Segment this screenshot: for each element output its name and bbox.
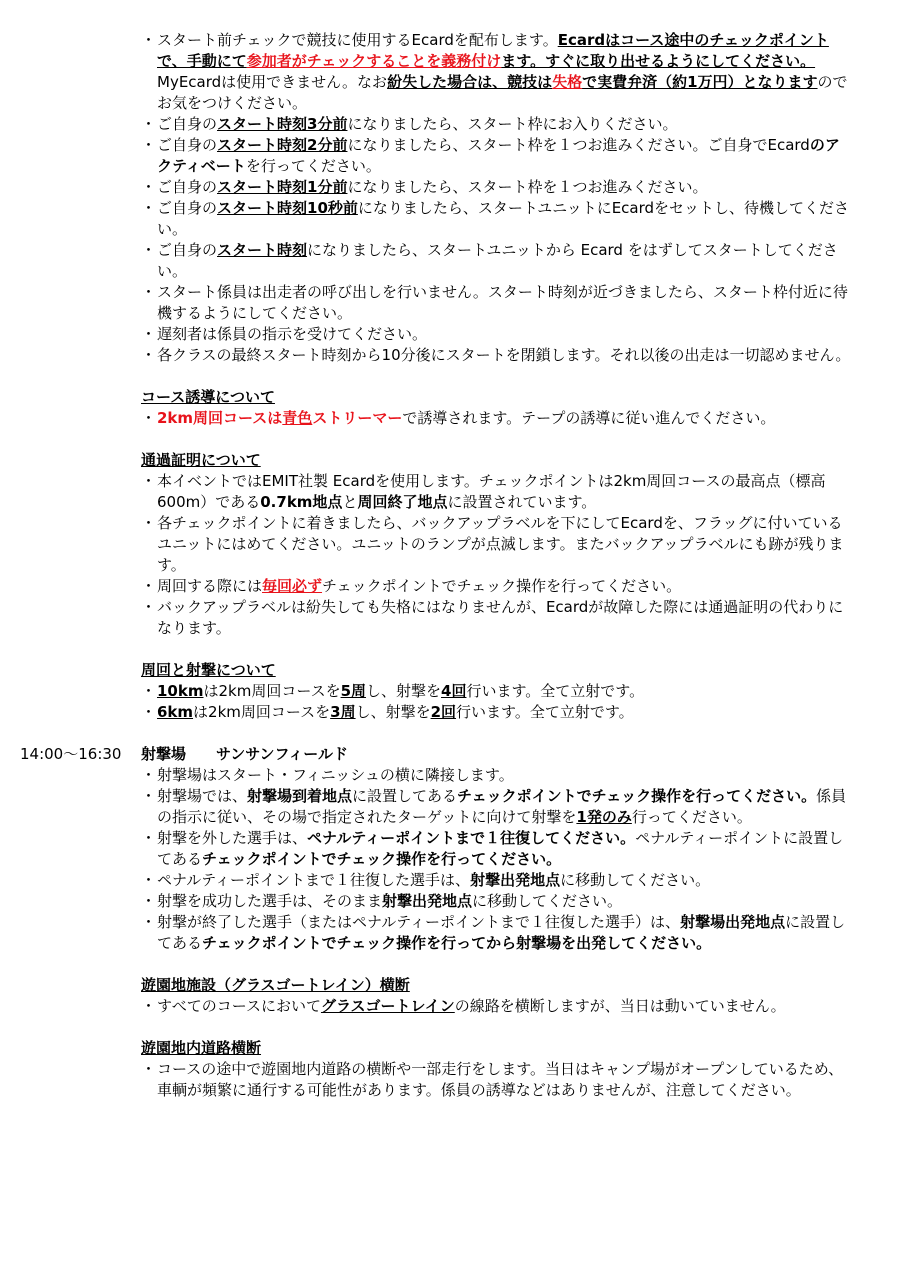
text-segment: 射撃場では、 — [157, 787, 248, 805]
text-segment: ご自身の — [157, 136, 218, 154]
text-segment: チェックポイントでチェック操作を行ってください。 — [322, 577, 682, 595]
bullet-item — [141, 702, 851, 723]
text-segment: に設置されています。 — [447, 493, 597, 511]
text-segment: で実費弁済（約1万円）となります — [582, 73, 818, 91]
text-segment: バックアップラベルは紛失しても失格にはなりませんが、Ecardが故障した際には通過証明の代わりになります。 — [157, 598, 844, 637]
laps-shooting-heading: 周回と射撃について — [141, 661, 276, 679]
text-segment: ご自身の — [157, 199, 218, 217]
text-segment: と — [342, 493, 358, 511]
text-segment: Ecardはコース途中のチェックポイントで、手動にて — [157, 31, 829, 70]
text-segment: 参加者がチェックすることを義務付け — [246, 52, 502, 70]
text-segment: 1発のみ — [576, 808, 632, 826]
bullet-item — [141, 345, 851, 366]
text-segment: スタート前チェックで競技に使用するEcardを配布します。 — [157, 31, 558, 49]
bullet-item — [141, 177, 851, 198]
text-segment: に設置してある — [157, 913, 846, 952]
text-segment: スタート係員は出走者の呼び出しを行いません。スタート時刻が近づきましたら、スタート枠付近に待機するようにしてください。 — [157, 283, 848, 322]
bullet-item — [141, 114, 851, 135]
laps-shooting-list — [141, 681, 851, 723]
range-list — [141, 765, 851, 954]
text-segment: ペナルティーポイントに設置してある — [157, 829, 844, 868]
text-segment: ご自身の — [157, 115, 218, 133]
text-segment: 射撃出発地点 — [470, 871, 561, 889]
text-segment: ペナルティーポイントまで１往復してください。 — [307, 829, 636, 847]
bullet-item — [141, 786, 851, 828]
bullet-item — [141, 324, 851, 345]
course-guide-heading: コース誘導について — [141, 388, 275, 406]
bullet-item — [141, 282, 851, 324]
text-segment: 2km周回コースは — [157, 409, 283, 427]
text-segment: に移動してください。 — [472, 892, 623, 910]
bullet-item — [141, 30, 851, 114]
text-segment: 係員の指示に従い、その場で指定されたターゲットに向けて射撃を — [157, 787, 847, 826]
text-segment: 射撃が終了した選手（またはペナルティーポイントまで１往復した選手）は、 — [157, 913, 681, 931]
text-segment: 各チェックポイントに着きましたら、バックアップラベルを下にしてEcardを、フラッグに付いているユニットにはめてください。ユニットのランプが点滅します。またバックアップラベルにも跡が残ります。 — [157, 514, 844, 574]
text-segment: になりましたら、スタート枠を１つお進みください。 — [347, 178, 708, 196]
start-rules-list — [141, 30, 851, 366]
text-segment: スタート時刻1分前 — [217, 178, 348, 196]
bullet-item — [141, 891, 851, 912]
bullet-item — [141, 135, 851, 177]
text-segment: チェックポイントでチェック操作を行ってください。 — [202, 850, 562, 868]
text-segment: し、射撃を — [366, 682, 442, 700]
bullet-item — [141, 870, 851, 891]
text-segment: し、射撃を — [355, 703, 431, 721]
text-segment: 射撃場到着地点 — [247, 787, 353, 805]
bullet-item — [141, 681, 851, 702]
text-segment: 本イベントではEMIT社製 Ecardを使用します。チェックポイントは2km周回コースの最高点（標高600m）である — [157, 472, 826, 511]
text-segment: グラスゴートレイン — [320, 997, 455, 1015]
course-guide-list — [141, 408, 851, 429]
text-segment: 行います。全て立射です。 — [456, 703, 634, 721]
text-segment: スタート時刻 — [217, 241, 308, 259]
text-segment: 毎回必ず — [262, 577, 323, 595]
text-segment: 周回終了地点 — [357, 493, 448, 511]
text-segment: 行ってください。 — [631, 808, 752, 826]
text-segment: 射撃を成功した選手は、そのまま — [157, 892, 383, 910]
bullet-item — [141, 408, 851, 429]
text-segment: ます。すぐに取り出せるようにしてください。 — [501, 52, 816, 70]
text-segment: は2km周回コースを — [193, 703, 331, 721]
bullet-item — [141, 765, 851, 786]
text-segment: 3周 — [330, 703, 356, 721]
text-segment: スタート時刻3分前 — [217, 115, 348, 133]
text-segment: になりましたら、スタートユニットから Ecard をはずしてスタートしてください。 — [157, 241, 838, 280]
text-segment: 各クラスの最終スタート時刻から10分後にスタートを閉鎖します。それ以後の出走は一切認めません。 — [157, 346, 851, 364]
text-segment: ご自身の — [157, 241, 218, 259]
text-segment: コースの途中で遊園地内道路の横断や一部走行をします。当日はキャンプ場がオープンしているため、車輌が頻繁に通行する可能性があります。係員の誘導などはありませんが、注意してください。 — [157, 1060, 844, 1099]
text-segment: に移動してください。 — [560, 871, 711, 889]
text-segment: 周回する際には — [157, 577, 263, 595]
document-page — [0, 30, 900, 1101]
text-segment: すべてのコースにおいて — [157, 997, 321, 1015]
bullet-item — [141, 576, 851, 597]
park-road-heading: 遊園地内道路横断 — [141, 1039, 262, 1057]
text-segment: 紛失した場合は、競技は — [387, 73, 553, 91]
text-segment: 10km — [157, 682, 204, 700]
text-segment: 5周 — [340, 682, 367, 700]
range-time: 14:00～16:30 — [20, 745, 122, 763]
pass-proof-heading: 通過証明について — [141, 451, 261, 469]
text-segment: 行います。全て立射です。 — [466, 682, 645, 700]
text-segment: 遅刻者は係員の指示を受けてください。 — [157, 325, 428, 343]
text-segment: 2回 — [430, 703, 457, 721]
text-segment: 射撃を外した選手は、 — [157, 829, 308, 847]
text-segment: 青色 — [282, 409, 313, 427]
text-segment: のアクティベート — [157, 136, 840, 175]
text-segment: MyEcardは使用できません。なお — [157, 73, 388, 91]
text-segment: チェックポイントでチェック操作を行ってから射撃場を出発してください。 — [202, 934, 712, 952]
text-segment: 射撃場はスタート・フィニッシュの横に隣接します。 — [157, 766, 514, 784]
text-segment: のでお気をつけください。 — [157, 73, 848, 112]
park-road-list — [141, 1059, 851, 1101]
text-segment: 6km — [157, 703, 194, 721]
text-segment: になりましたら、スタートユニットにEcardをセットし、待機してください。 — [157, 199, 850, 238]
range-heading: 射撃場 サンサンフィールド — [141, 745, 349, 763]
bullet-item — [141, 996, 851, 1017]
text-segment: ストリーマー — [312, 409, 403, 427]
bullet-item — [141, 1059, 851, 1101]
text-segment: チェックポイントでチェック操作を行ってください。 — [457, 787, 817, 805]
text-segment: 失格 — [552, 73, 583, 91]
text-segment: ペナルティーポイントまで１往復した選手は、 — [157, 871, 471, 889]
text-segment: に設置してある — [352, 787, 458, 805]
text-segment: で誘導されます。テープの誘導に従い進んでください。 — [402, 409, 776, 427]
bullet-item — [141, 828, 851, 870]
text-segment: になりましたら、スタート枠にお入りください。 — [347, 115, 678, 133]
pass-proof-list — [141, 471, 851, 639]
bullet-item — [141, 471, 851, 513]
text-segment: 射撃出発地点 — [382, 892, 473, 910]
text-segment: ご自身の — [157, 178, 218, 196]
amusement-crossing-heading: 遊園地施設（グラスゴートレイン）横断 — [141, 976, 410, 994]
amusement-crossing-list — [141, 996, 851, 1017]
text-segment: 射撃場出発地点 — [680, 913, 786, 931]
bullet-item — [141, 597, 851, 639]
bullet-item — [141, 912, 851, 954]
bullet-item — [141, 198, 851, 240]
bullet-item — [141, 240, 851, 282]
text-segment: になりましたら、スタート枠を１つお進みください。ご自身でEcard — [347, 136, 810, 154]
text-segment: スタート時刻10秒前 — [217, 199, 358, 217]
text-segment: 4回 — [441, 682, 467, 700]
text-segment: を行ってください。 — [245, 157, 381, 175]
text-segment: スタート時刻2分前 — [217, 136, 348, 154]
text-segment: の線路を横断しますが、当日は動いていません。 — [454, 997, 786, 1015]
text-segment: は2km周回コースを — [203, 682, 341, 700]
text-segment: 0.7km地点 — [260, 493, 343, 511]
bullet-item — [141, 513, 851, 576]
